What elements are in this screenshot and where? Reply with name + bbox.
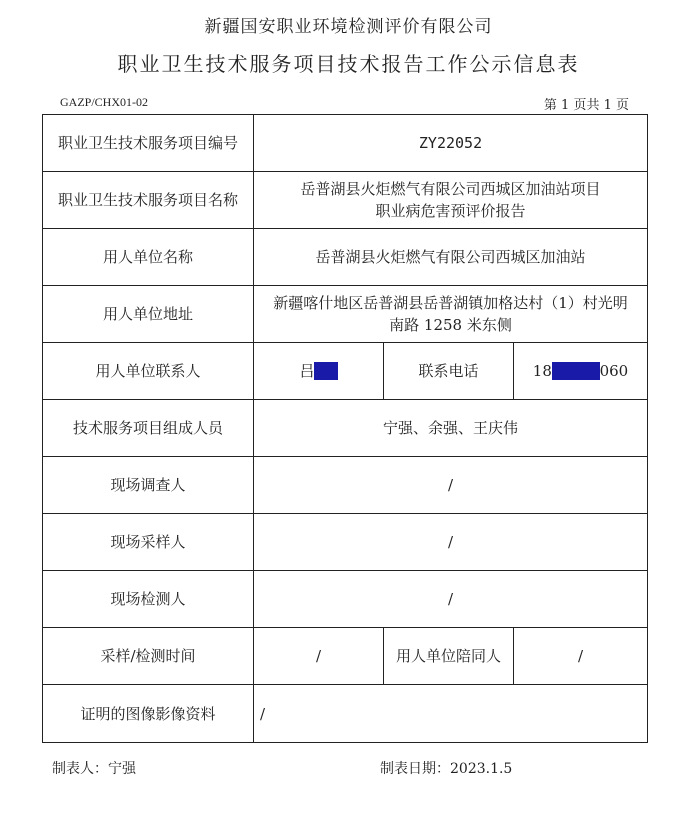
phone-prefix: 18: [532, 362, 552, 380]
table-row: [43, 115, 648, 172]
table-row: [43, 628, 648, 685]
testing-value: /: [254, 571, 648, 628]
contact-label: 用人单位联系人: [43, 343, 254, 400]
escort-label: 用人单位陪同人: [384, 628, 514, 685]
document-code: GAZP/CHX01-02: [60, 95, 149, 109]
company-name: 新疆国安职业环境检测评价有限公司: [204, 17, 493, 37]
phone-suffix: 0: [599, 362, 610, 380]
employer-name-value: 岳普湖县火炬燃气有限公司西城区加油站: [254, 229, 648, 286]
escort-value: /: [514, 628, 648, 685]
table-row: [43, 286, 648, 343]
table-row: [43, 343, 648, 400]
project-name-line2: 职业病危害预评价报告: [375, 202, 526, 220]
employer-address-label: 用人单位地址: [43, 286, 254, 343]
contact-name-prefix: 吕: [299, 362, 315, 380]
table-row: [43, 514, 648, 571]
project-no-value: ZY22052: [254, 115, 648, 172]
phone-redaction: 99961: [551, 362, 600, 380]
project-name-value: [254, 172, 648, 229]
page-info: 第 1 页共 1 页: [543, 98, 629, 113]
table-row: [43, 571, 648, 628]
project-name-label: 职业卫生技术服务项目名称: [43, 172, 254, 229]
document-title: 职业卫生技术服务项目技术报告工作公示信息表: [117, 52, 580, 76]
address-line1: 新疆喀什地区岳普湖县岳普湖镇加格达村（1）村光明: [273, 294, 628, 312]
employer-address-value: [254, 286, 648, 343]
table-row: [43, 457, 648, 514]
time-value: /: [254, 628, 384, 685]
contact-name-redaction: ██: [314, 362, 338, 380]
image-value: /: [254, 685, 648, 743]
phone-label: 联系电话: [384, 343, 514, 400]
time-label: 采样/检测时间: [43, 628, 254, 685]
table-row: [43, 400, 648, 457]
table-date: 制表日期：2023.1.5: [380, 761, 513, 777]
table-row: [43, 229, 648, 286]
sampling-label: 现场采样人: [43, 514, 254, 571]
survey-label: 现场调查人: [43, 457, 254, 514]
image-label: 证明的图像影像资料: [43, 685, 254, 743]
table-maker: 制表人：宁强: [52, 761, 136, 777]
phone-partial: 60: [609, 362, 629, 380]
sampling-value: /: [254, 514, 648, 571]
contact-value: [254, 343, 384, 400]
survey-value: /: [254, 457, 648, 514]
project-name-line1: 岳普湖县火炬燃气有限公司西城区加油站项目: [300, 180, 601, 198]
project-no-label: 职业卫生技术服务项目编号: [43, 115, 254, 172]
employer-name-label: 用人单位名称: [43, 229, 254, 286]
address-line2: 南路 1258 米东侧: [389, 316, 512, 334]
table-row: [43, 172, 648, 229]
table-row: [43, 685, 648, 743]
testing-label: 现场检测人: [43, 571, 254, 628]
info-table: [42, 114, 648, 743]
team-value: 宁强、余强、王庆伟: [254, 400, 648, 457]
team-label: 技术服务项目组成人员: [43, 400, 254, 457]
phone-value: [514, 343, 648, 400]
